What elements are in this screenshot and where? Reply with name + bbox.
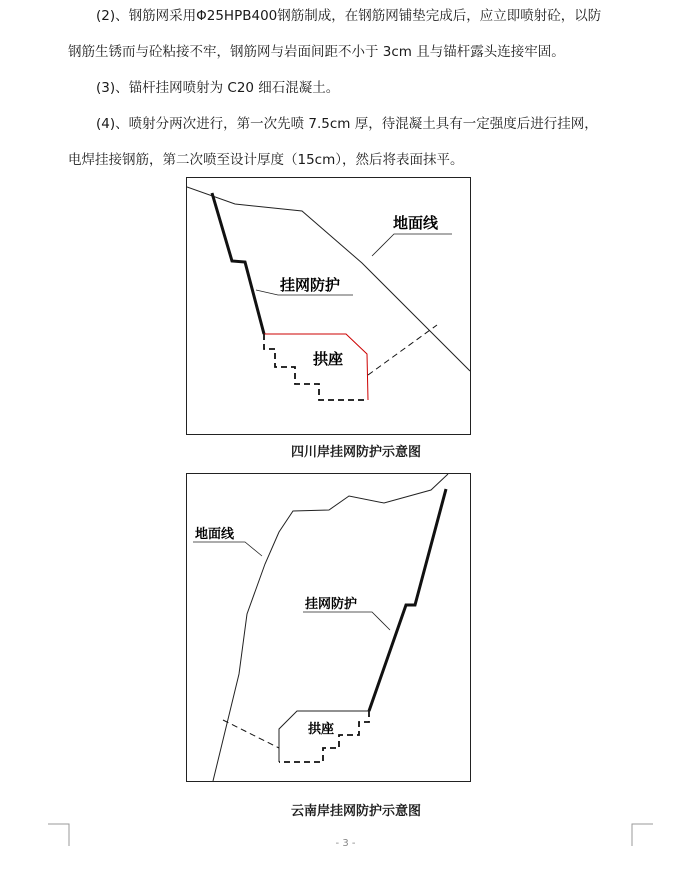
paragraph-1-line-2: 钢筋生锈而与砼粘接不牢，钢筋网与岩面间距不小于 3cm 且与锚杆露头连接牢固。 [68,44,565,60]
mesh-protection-line [212,193,264,334]
dashed-connector [223,720,279,748]
figure-yunnan-bank [186,473,471,782]
paragraph-2: (3)、锚杆挂网喷射为 C20 细石混凝土。 [96,80,340,96]
figure-yunnan-diagram [187,474,470,781]
arch-seat-label: 拱座 [308,722,335,737]
mesh-label-leader [303,612,390,630]
dashed-connector [368,325,437,375]
page-number: - 3 - [335,838,356,849]
paragraph-1-line-1: (2)、钢筋网采用Φ25HPB400钢筋制成，在钢筋网铺垫完成后，应立即喷射砼，以防 [96,8,602,24]
figure-sichuan-bank [186,177,471,435]
paragraph-3-line-2: 电焊挂接钢筋，第二次喷至设计厚度（15cm），然后将表面抹平。 [68,152,464,168]
figure-caption-sichuan: 四川岸挂网防护示意图 [291,445,422,460]
mesh-protection-line [369,489,446,711]
figure-sichuan-diagram [187,178,470,434]
paragraph-3-line-1: (4)、喷射分两次进行，第一次先喷 7.5cm 厚，待混凝土具有一定强度后进行挂网， [96,116,598,132]
ground-line-leader [193,542,262,556]
ground-line-label: 地面线 [195,527,235,542]
mesh-protection-label: 挂网防护 [280,276,341,294]
ground-line-leader [372,234,452,256]
ground-line-label: 地面线 [393,214,439,232]
mesh-protection-label: 挂网防护 [305,597,358,612]
figure-caption-yunnan: 云南岸挂网防护示意图 [291,804,422,819]
arch-seat-label: 拱座 [313,350,344,368]
